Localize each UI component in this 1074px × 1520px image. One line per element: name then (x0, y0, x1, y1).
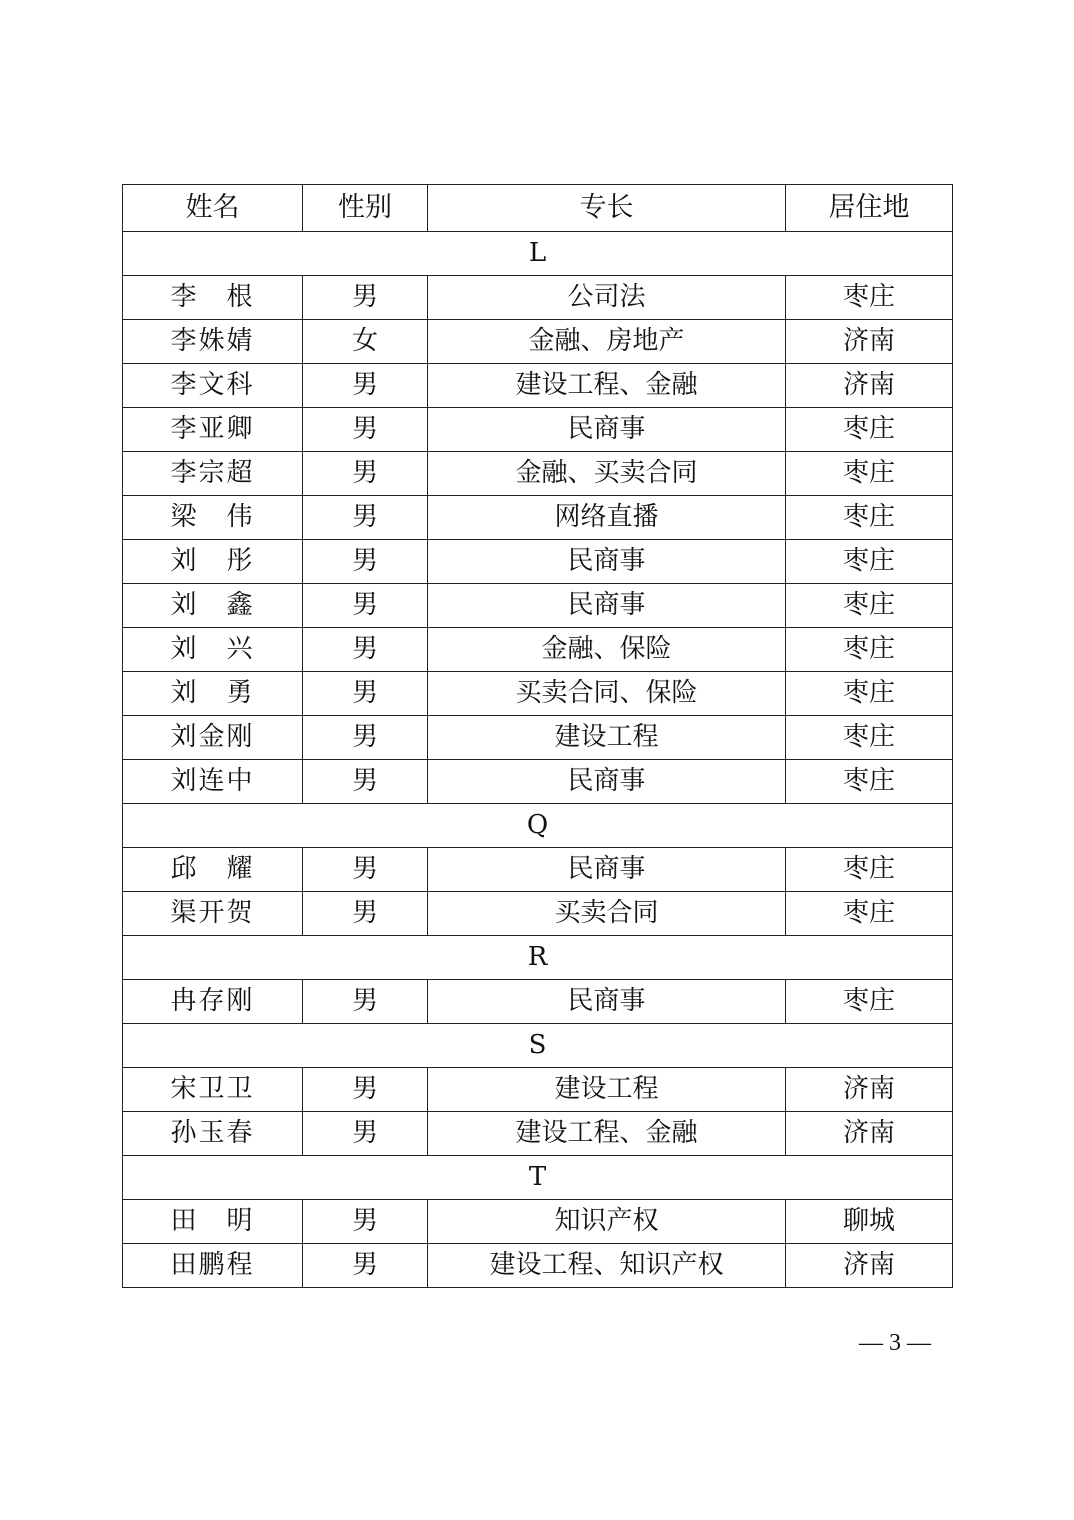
cell-name: 渠开贺 (123, 892, 303, 936)
cell-residence: 枣庄 (786, 892, 953, 936)
table-row (123, 1244, 953, 1288)
cell-gender: 男 (303, 672, 428, 716)
letter-row-l (123, 232, 953, 276)
table-row (123, 408, 953, 452)
cell-residence: 枣庄 (786, 496, 953, 540)
cell-residence: 枣庄 (786, 584, 953, 628)
cell-name: 刘 彤 (123, 540, 303, 584)
cell-name: 李亚卿 (123, 408, 303, 452)
cell-specialty: 建设工程、知识产权 (428, 1244, 786, 1288)
cell-residence: 枣庄 (786, 628, 953, 672)
cell-residence: 枣庄 (786, 408, 953, 452)
cell-specialty: 建设工程、金融 (428, 364, 786, 408)
table-row (123, 628, 953, 672)
cell-residence: 聊城 (786, 1200, 953, 1244)
letter-row-r (123, 936, 953, 980)
cell-gender: 男 (303, 408, 428, 452)
cell-name: 刘连中 (123, 760, 303, 804)
cell-specialty: 建设工程、金融 (428, 1112, 786, 1156)
cell-residence: 济南 (786, 1068, 953, 1112)
cell-residence: 济南 (786, 1112, 953, 1156)
page-number: — 3 — (859, 1330, 931, 1356)
cell-gender: 男 (303, 892, 428, 936)
cell-residence: 济南 (786, 1244, 953, 1288)
group-letter: L (123, 232, 953, 276)
letter-row-q (123, 804, 953, 848)
cell-residence: 枣庄 (786, 672, 953, 716)
letter-row-s (123, 1024, 953, 1068)
cell-specialty: 民商事 (428, 848, 786, 892)
table-row (123, 980, 953, 1024)
cell-gender: 男 (303, 1244, 428, 1288)
cell-name: 邱 耀 (123, 848, 303, 892)
cell-specialty: 买卖合同 (428, 892, 786, 936)
cell-gender: 男 (303, 980, 428, 1024)
cell-residence: 枣庄 (786, 760, 953, 804)
cell-specialty: 金融、保险 (428, 628, 786, 672)
header-gender: 性别 (303, 185, 428, 232)
cell-name: 李 根 (123, 276, 303, 320)
group-letter: Q (123, 804, 953, 848)
cell-name: 李宗超 (123, 452, 303, 496)
cell-gender: 男 (303, 628, 428, 672)
cell-specialty: 民商事 (428, 760, 786, 804)
group-letter: R (123, 936, 953, 980)
table-row (123, 1112, 953, 1156)
table-row (123, 848, 953, 892)
cell-name: 刘 鑫 (123, 584, 303, 628)
table-row (123, 452, 953, 496)
table-row (123, 1068, 953, 1112)
cell-residence: 枣庄 (786, 716, 953, 760)
cell-specialty: 建设工程 (428, 1068, 786, 1112)
cell-specialty: 金融、房地产 (428, 320, 786, 364)
cell-gender: 男 (303, 1112, 428, 1156)
cell-residence: 济南 (786, 364, 953, 408)
table-body (123, 232, 953, 1288)
cell-specialty: 知识产权 (428, 1200, 786, 1244)
cell-residence: 枣庄 (786, 980, 953, 1024)
table-row (123, 1200, 953, 1244)
group-letter: S (123, 1024, 953, 1068)
table-header-row (123, 185, 953, 232)
cell-residence: 枣庄 (786, 276, 953, 320)
group-letter: T (123, 1156, 953, 1200)
cell-specialty: 建设工程 (428, 716, 786, 760)
cell-name: 刘金刚 (123, 716, 303, 760)
cell-gender: 男 (303, 1200, 428, 1244)
cell-name: 田 明 (123, 1200, 303, 1244)
cell-residence: 枣庄 (786, 848, 953, 892)
table-row (123, 540, 953, 584)
cell-gender: 男 (303, 760, 428, 804)
cell-residence: 枣庄 (786, 452, 953, 496)
cell-specialty: 民商事 (428, 540, 786, 584)
cell-gender: 男 (303, 716, 428, 760)
cell-name: 刘 勇 (123, 672, 303, 716)
cell-gender: 男 (303, 496, 428, 540)
cell-name: 李文科 (123, 364, 303, 408)
cell-name: 刘 兴 (123, 628, 303, 672)
cell-gender: 男 (303, 364, 428, 408)
cell-gender: 男 (303, 584, 428, 628)
table-row (123, 584, 953, 628)
letter-row-t (123, 1156, 953, 1200)
cell-name: 李姝婧 (123, 320, 303, 364)
cell-gender: 男 (303, 540, 428, 584)
cell-residence: 枣庄 (786, 540, 953, 584)
cell-specialty: 网络直播 (428, 496, 786, 540)
table-row (123, 716, 953, 760)
lawyer-roster-table (122, 184, 953, 1288)
cell-name: 梁 伟 (123, 496, 303, 540)
cell-gender: 男 (303, 276, 428, 320)
cell-gender: 男 (303, 1068, 428, 1112)
cell-residence: 济南 (786, 320, 953, 364)
cell-name: 孙玉春 (123, 1112, 303, 1156)
cell-specialty: 民商事 (428, 408, 786, 452)
cell-gender: 男 (303, 848, 428, 892)
cell-name: 田鹏程 (123, 1244, 303, 1288)
table-row (123, 672, 953, 716)
cell-specialty: 民商事 (428, 980, 786, 1024)
header-residence: 居住地 (786, 185, 953, 232)
cell-specialty: 民商事 (428, 584, 786, 628)
table-row (123, 760, 953, 804)
cell-specialty: 金融、买卖合同 (428, 452, 786, 496)
header-name: 姓名 (123, 185, 303, 232)
table-row (123, 892, 953, 936)
table-row (123, 364, 953, 408)
cell-specialty: 买卖合同、保险 (428, 672, 786, 716)
cell-gender: 女 (303, 320, 428, 364)
cell-gender: 男 (303, 452, 428, 496)
cell-name: 宋卫卫 (123, 1068, 303, 1112)
table-row (123, 320, 953, 364)
header-specialty: 专长 (428, 185, 786, 232)
table-row (123, 496, 953, 540)
cell-specialty: 公司法 (428, 276, 786, 320)
cell-name: 冉存刚 (123, 980, 303, 1024)
table-row (123, 276, 953, 320)
